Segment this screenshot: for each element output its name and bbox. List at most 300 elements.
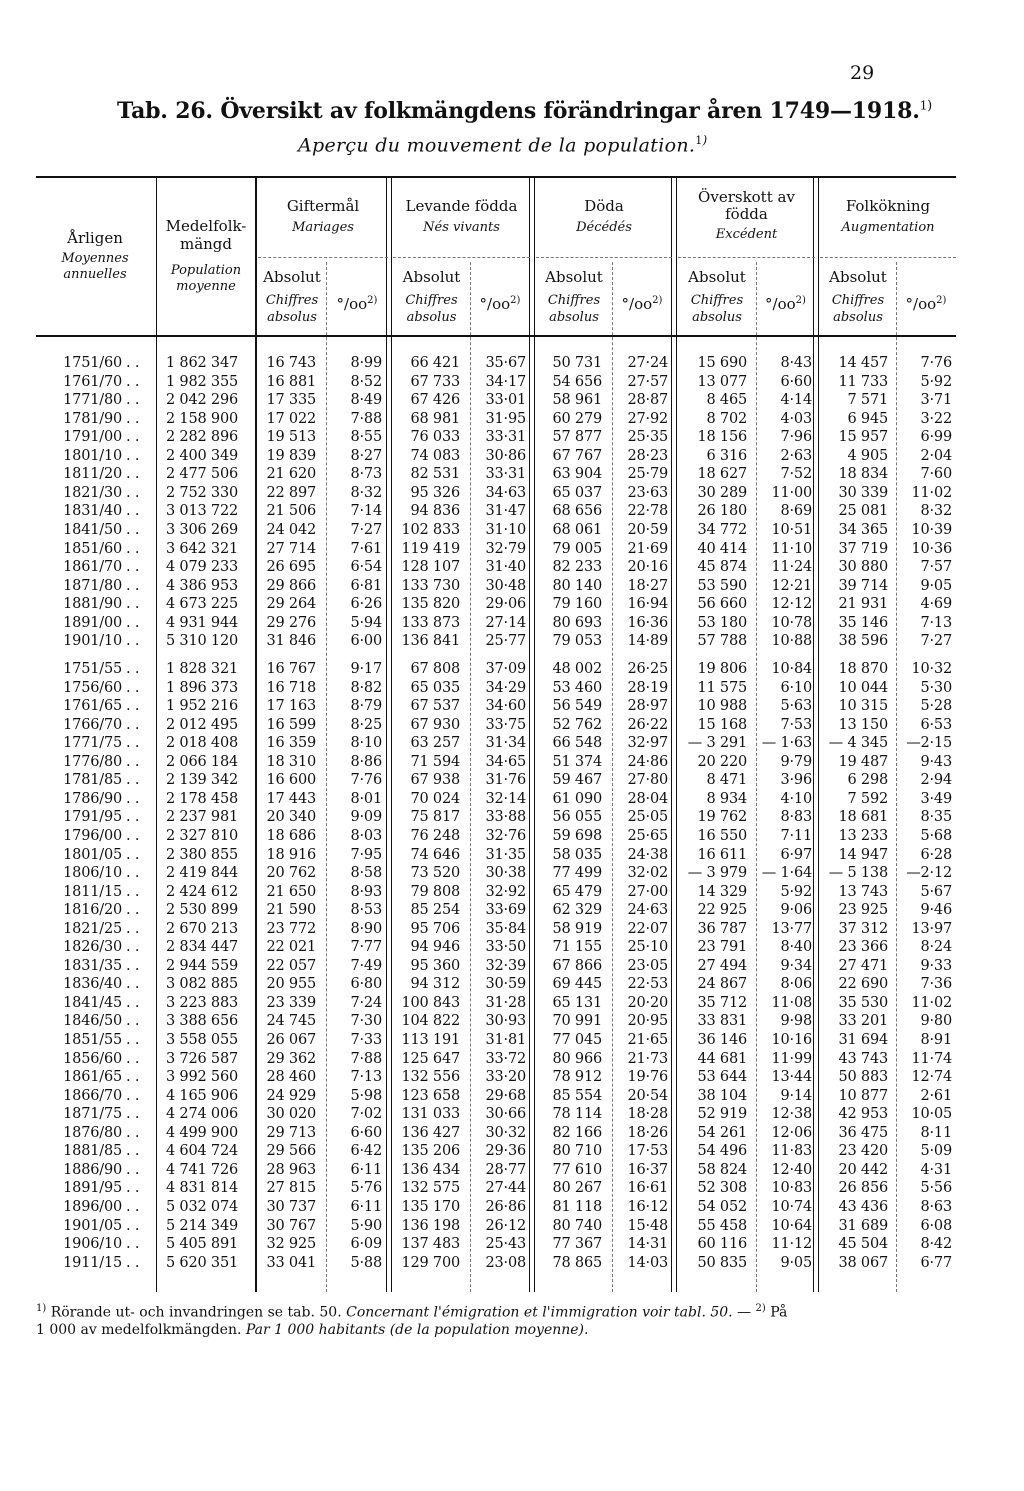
cell-increase-abs: 6 298 [847, 772, 888, 789]
cell-excess-permille: 11·12 [771, 1236, 812, 1253]
cell-excess-permille: 13·77 [771, 920, 812, 937]
cell-births-permille: 34·63 [485, 484, 526, 501]
cell-marriages-abs: 20 340 [266, 809, 316, 826]
group-title-fr: Excédent [715, 227, 778, 242]
cell-marriages-permille: 6·60 [350, 1124, 382, 1141]
cell-births-permille: 31·28 [485, 994, 526, 1011]
cell-marriages-abs: 29 362 [266, 1050, 316, 1067]
cell-marriages-abs: 28 460 [266, 1069, 316, 1086]
cell-period: 1766/70 [63, 716, 122, 733]
cell-excess-permille: 4·03 [780, 410, 812, 427]
cell-excess-abs: 54 261 [697, 1124, 747, 1141]
subheader-absolut: Absolut [263, 268, 321, 286]
footnote-2-sv: 1 000 av medelfolkmängden. [36, 1322, 242, 1338]
cell-marriages-abs: 21 506 [266, 503, 316, 520]
cell-period: 1776/80 [63, 753, 122, 770]
cell-increase-abs: 15 957 [838, 429, 888, 446]
cell-deaths-permille: 18·26 [627, 1124, 668, 1141]
table-row [0, 578, 1024, 595]
table-row [0, 411, 1024, 428]
cell-increase-permille: 6·53 [920, 716, 952, 733]
table-row [0, 698, 1024, 715]
cell-population: 1 862 347 [166, 355, 238, 371]
cell-period: 1801/05 [63, 846, 122, 863]
cell-marriages-permille: 7·14 [350, 503, 382, 520]
cell-excess-permille: 10·88 [771, 633, 812, 650]
cell-marriages-abs: 22 021 [266, 939, 316, 956]
cell-deaths-abs: 70 991 [552, 1013, 602, 1030]
cell-increase-permille: 11·74 [911, 1050, 952, 1067]
subheader-absolut: Absolut [829, 268, 887, 286]
group-header-divider [536, 257, 672, 258]
cell-births-abs: 132 556 [401, 1069, 460, 1086]
cell-increase-abs: 33 201 [838, 1013, 888, 1030]
table-row [0, 1180, 1024, 1197]
cell-births-permille: 29·36 [485, 1143, 526, 1160]
subheader-absolus: absolus [267, 310, 317, 325]
cell-deaths-abs: 56 549 [552, 698, 602, 715]
cell-increase-abs: 14 457 [838, 355, 888, 371]
cell-population: 5 214 349 [166, 1217, 238, 1234]
leader-dots: . . [126, 1106, 140, 1123]
cell-excess-abs: 19 762 [697, 809, 747, 826]
cell-increase-abs: 13 150 [838, 716, 888, 733]
cell-marriages-permille: 7·88 [350, 410, 382, 427]
cell-period: 1896/00 [63, 1198, 122, 1215]
cell-births-abs: 137 483 [401, 1236, 460, 1253]
cell-increase-permille: 10·36 [911, 540, 952, 557]
group-title-fr: Nés vivants [423, 220, 500, 235]
cell-deaths-permille: 25·79 [627, 466, 668, 483]
cell-period: 1891/00 [63, 614, 122, 631]
cell-deaths-permille: 25·65 [627, 827, 668, 844]
cell-marriages-permille: 8·79 [350, 698, 382, 715]
cell-deaths-abs: 85 554 [552, 1087, 602, 1104]
cell-period: 1771/80 [63, 392, 122, 409]
cell-births-permille: 29·68 [485, 1087, 526, 1104]
cell-births-abs: 66 421 [410, 355, 460, 371]
footnote-line-1 [36, 1303, 787, 1321]
subheader-absolut: Absolut [545, 268, 603, 286]
cell-births-abs: 95 326 [410, 484, 460, 501]
cell-marriages-abs: 16 718 [266, 679, 316, 696]
permille-footnote-mark: 2) [795, 295, 806, 306]
cell-excess-permille: 12·21 [771, 577, 812, 594]
cell-deaths-permille: 27·57 [627, 373, 668, 390]
table-row [0, 1032, 1024, 1049]
cell-excess-abs: 33 831 [697, 1013, 747, 1030]
cell-increase-permille: 2·04 [920, 447, 952, 464]
cell-marriages-abs: 18 310 [266, 753, 316, 770]
cell-population: 2 400 349 [166, 447, 238, 464]
cell-births-abs: 123 658 [401, 1087, 460, 1104]
cell-excess-permille: 11·99 [771, 1050, 812, 1067]
cell-births-abs: 68 981 [410, 410, 460, 427]
cell-increase-permille: 9·43 [920, 753, 952, 770]
cell-excess-permille: 5·63 [780, 698, 812, 715]
cell-increase-abs: 6 945 [847, 410, 888, 427]
cell-population: 2 424 612 [166, 883, 238, 900]
permille-footnote-mark: 2) [367, 295, 378, 306]
cell-births-permille: 33·31 [485, 466, 526, 483]
cell-marriages-permille: 7·77 [350, 939, 382, 956]
cell-period: 1751/55 [63, 661, 122, 677]
cell-marriages-permille: 6·81 [350, 577, 382, 594]
cell-births-permille: 25·43 [485, 1236, 526, 1253]
cell-births-permille: 34·17 [485, 373, 526, 390]
table-row [0, 541, 1024, 558]
cell-excess-permille: 12·38 [771, 1106, 812, 1123]
subheader-chiffres: Chiffres [547, 293, 601, 308]
cell-births-abs: 113 191 [401, 1032, 460, 1048]
table-row [0, 958, 1024, 975]
leader-dots: . . [126, 809, 140, 826]
cell-deaths-permille: 25·05 [627, 809, 668, 826]
cell-deaths-abs: 71 155 [552, 939, 602, 956]
cell-increase-permille: 2·61 [920, 1087, 952, 1104]
cell-births-abs: 132 575 [401, 1180, 460, 1197]
cell-births-permille: 31·35 [485, 846, 526, 863]
cell-births-abs: 75 817 [410, 809, 460, 826]
cell-births-abs: 67 938 [410, 772, 460, 789]
cell-marriages-permille: 7·76 [350, 772, 382, 789]
cell-deaths-permille: 14·31 [627, 1236, 668, 1253]
table-row [0, 1088, 1024, 1105]
leader-dots: . . [126, 883, 140, 900]
cell-marriages-abs: 33 041 [266, 1254, 316, 1271]
cell-population: 3 082 885 [166, 976, 238, 993]
cell-births-abs: 74 083 [410, 447, 460, 464]
cell-period: 1816/20 [63, 902, 122, 919]
leader-dots: . . [126, 503, 140, 520]
cell-deaths-abs: 77 610 [552, 1161, 602, 1178]
table-row [0, 615, 1024, 632]
cell-marriages-permille: 8·58 [350, 865, 382, 882]
cell-excess-permille: 8·40 [780, 939, 812, 956]
cell-excess-permille: 11·00 [771, 484, 812, 501]
cell-increase-permille: 8·35 [920, 809, 952, 826]
table-row [0, 921, 1024, 938]
cell-increase-abs: 10 315 [838, 698, 888, 715]
cell-marriages-abs: 27 714 [266, 540, 316, 557]
cell-deaths-abs: 67 767 [552, 447, 602, 464]
cell-marriages-permille: 8·55 [350, 429, 382, 446]
cell-deaths-abs: 61 090 [552, 790, 602, 807]
cell-excess-abs: 18 156 [697, 429, 747, 446]
cell-excess-permille: 6·10 [780, 679, 812, 696]
cell-deaths-permille: 14·89 [627, 633, 668, 650]
group-header-divider [678, 257, 815, 258]
cell-deaths-abs: 69 445 [552, 976, 602, 993]
cell-excess-permille: 4·10 [780, 790, 812, 807]
cell-deaths-abs: 65 037 [552, 484, 602, 501]
cell-marriages-permille: 7·88 [350, 1050, 382, 1067]
cell-excess-abs: 15 690 [697, 355, 747, 371]
cell-population: 2 066 184 [166, 753, 238, 770]
cell-marriages-permille: 8·86 [350, 753, 382, 770]
cell-deaths-abs: 79 160 [552, 596, 602, 613]
leader-dots: . . [126, 596, 140, 613]
cell-marriages-abs: 30 737 [266, 1198, 316, 1215]
cell-period: 1891/95 [63, 1180, 122, 1197]
cell-period: 1846/50 [63, 1013, 122, 1030]
cell-period: 1856/60 [63, 1050, 122, 1067]
cell-marriages-permille: 8·52 [350, 373, 382, 390]
group-title-sv: Levande födda [405, 197, 518, 215]
cell-marriages-permille: 8·73 [350, 466, 382, 483]
cell-births-abs: 63 257 [410, 735, 460, 752]
cell-increase-abs: 30 339 [838, 484, 888, 501]
cell-excess-abs: 38 104 [697, 1087, 747, 1104]
cell-births-permille: 29·06 [485, 596, 526, 613]
cell-population: 4 931 944 [166, 614, 238, 631]
cell-deaths-abs: 65 131 [552, 994, 602, 1011]
cell-increase-abs: 35 146 [838, 614, 888, 631]
cell-marriages-permille: 7·02 [350, 1106, 382, 1123]
cell-excess-abs: 60 116 [697, 1236, 747, 1253]
cell-marriages-abs: 23 339 [266, 994, 316, 1011]
cell-deaths-abs: 80 267 [552, 1180, 602, 1197]
cell-marriages-abs: 26 067 [266, 1032, 316, 1048]
cell-births-abs: 71 594 [410, 753, 460, 770]
cell-deaths-abs: 68 656 [552, 503, 602, 520]
cell-deaths-abs: 82 233 [552, 559, 602, 576]
cell-marriages-abs: 22 057 [266, 957, 316, 974]
cell-marriages-abs: 29 866 [266, 577, 316, 594]
cell-deaths-abs: 66 548 [552, 735, 602, 752]
cell-increase-abs: 11 733 [838, 373, 888, 390]
cell-increase-abs: 30 880 [838, 559, 888, 576]
cell-deaths-abs: 65 479 [552, 883, 602, 900]
cell-excess-permille: 9·34 [780, 957, 812, 974]
cell-increase-abs: 31 689 [838, 1217, 888, 1234]
cell-excess-abs: 40 414 [697, 540, 747, 557]
cell-marriages-permille: 7·30 [350, 1013, 382, 1030]
cell-marriages-permille: 8·90 [350, 920, 382, 937]
subheader-permille: $^\circ/oo^{2)}$ [765, 295, 806, 313]
leader-dots: . . [126, 994, 140, 1011]
cell-excess-permille: 2·63 [780, 447, 812, 464]
cell-excess-permille: — 1·64 [761, 865, 812, 882]
cell-births-permille: 34·29 [485, 679, 526, 696]
cell-births-abs: 94 946 [410, 939, 460, 956]
cell-population: 1 952 216 [166, 698, 238, 715]
cell-births-abs: 82 531 [410, 466, 460, 483]
cell-marriages-permille: 5·90 [350, 1217, 382, 1234]
cell-population: 5 032 074 [166, 1198, 238, 1215]
cell-increase-abs: 10 044 [838, 679, 888, 696]
cell-marriages-permille: 8·27 [350, 447, 382, 464]
cell-deaths-permille: 28·23 [627, 447, 668, 464]
leader-dots: . . [126, 920, 140, 937]
cell-period: 1851/60 [63, 540, 122, 557]
leader-dots: . . [126, 1087, 140, 1104]
cell-deaths-permille: 28·04 [627, 790, 668, 807]
cell-excess-abs: 26 180 [697, 503, 747, 520]
cell-marriages-abs: 29 566 [266, 1143, 316, 1160]
cell-marriages-permille: 7·61 [350, 540, 382, 557]
leader-dots: . . [126, 1180, 140, 1197]
cell-excess-abs: 18 627 [697, 466, 747, 483]
cell-marriages-abs: 17 022 [266, 410, 316, 427]
cell-births-permille: 30·32 [485, 1124, 526, 1141]
cell-marriages-permille: 8·99 [350, 355, 382, 371]
cell-increase-abs: 23 366 [838, 939, 888, 956]
cell-births-abs: 135 206 [401, 1143, 460, 1160]
leader-dots: . . [126, 392, 140, 409]
subheader-absolut: Absolut [402, 268, 461, 286]
cell-deaths-permille: 24·38 [627, 846, 668, 863]
cell-births-permille: 32·79 [485, 540, 526, 557]
cell-increase-permille: 5·92 [920, 373, 952, 390]
cell-period: 1866/70 [63, 1087, 122, 1104]
cell-increase-permille: 7·36 [920, 976, 952, 993]
cell-births-permille: 32·39 [485, 957, 526, 974]
cell-marriages-abs: 18 686 [266, 827, 316, 844]
cell-deaths-permille: 20·20 [627, 994, 668, 1011]
cell-births-permille: 32·92 [485, 883, 526, 900]
subheader-chiffres: Chiffres [831, 293, 885, 308]
cell-period: 1851/55 [63, 1032, 122, 1048]
cell-excess-permille: 8·69 [780, 503, 812, 520]
table-row [0, 772, 1024, 789]
cell-excess-permille: 4·14 [780, 392, 812, 409]
cell-excess-abs: 30 289 [697, 484, 747, 501]
leader-dots: . . [126, 577, 140, 594]
cell-period: 1831/40 [63, 503, 122, 520]
cell-marriages-permille: 6·80 [350, 976, 382, 993]
leader-dots: . . [126, 865, 140, 882]
cell-births-abs: 102 833 [401, 521, 460, 538]
cell-marriages-abs: 27 815 [266, 1180, 316, 1197]
cell-deaths-permille: 15·48 [627, 1217, 668, 1234]
cell-excess-abs: 58 824 [697, 1161, 747, 1178]
cell-marriages-permille: 7·13 [350, 1069, 382, 1086]
cell-excess-abs: 52 919 [697, 1106, 747, 1123]
table-row [0, 717, 1024, 734]
cell-population: 2 237 981 [166, 809, 238, 826]
cell-deaths-permille: 22·78 [627, 503, 668, 520]
cell-population: 3 306 269 [166, 521, 238, 538]
cell-increase-abs: 37 719 [838, 540, 888, 557]
cell-births-abs: 65 035 [410, 679, 460, 696]
cell-increase-permille: 7·13 [920, 614, 952, 631]
cell-excess-abs: 57 788 [697, 633, 747, 650]
cell-excess-abs: 6 316 [706, 447, 747, 464]
table-row [0, 1236, 1024, 1253]
cell-marriages-abs: 19 839 [266, 447, 316, 464]
group-title-sv: Giftermål [286, 197, 360, 215]
leader-dots: . . [126, 1013, 140, 1030]
cell-period: 1881/85 [63, 1143, 122, 1160]
cell-marriages-permille: 7·95 [350, 846, 382, 863]
cell-marriages-abs: 24 042 [266, 521, 316, 538]
cell-excess-abs: 22 925 [697, 902, 747, 919]
header-pop-fr1: Population [170, 263, 242, 278]
cell-excess-permille: 7·52 [780, 466, 812, 483]
cell-period: 1781/90 [63, 410, 122, 427]
cell-marriages-abs: 29 713 [266, 1124, 316, 1141]
cell-births-abs: 135 170 [401, 1198, 460, 1215]
cell-increase-abs: 18 834 [838, 466, 888, 483]
leader-dots: . . [126, 1050, 140, 1067]
cell-deaths-permille: 27·92 [627, 410, 668, 427]
cell-births-permille: 32·14 [485, 790, 526, 807]
cell-deaths-permille: 18·27 [627, 577, 668, 594]
cell-excess-permille: 11·08 [771, 994, 812, 1011]
cell-increase-abs: 18 870 [838, 661, 888, 677]
cell-births-abs: 135 820 [401, 596, 460, 613]
cell-increase-permille: 9·05 [920, 577, 952, 594]
cell-marriages-permille: 5·76 [350, 1180, 382, 1197]
cell-increase-permille: 3·71 [920, 392, 952, 409]
group-title-sv: Döda [584, 197, 624, 215]
cell-births-abs: 67 426 [410, 392, 460, 409]
cell-marriages-abs: 16 600 [266, 772, 316, 789]
cell-increase-permille: —2·15 [906, 735, 952, 752]
cell-population: 5 405 891 [166, 1236, 238, 1253]
cell-increase-permille: 10·39 [911, 521, 952, 538]
subheader-chiffres: Chiffres [690, 293, 744, 308]
cell-period: 1861/65 [63, 1069, 122, 1086]
cell-excess-abs: 54 496 [697, 1143, 747, 1160]
cell-population: 5 620 351 [166, 1254, 238, 1271]
cell-excess-abs: 16 611 [697, 846, 747, 863]
cell-excess-permille: 8·83 [780, 809, 812, 826]
cell-increase-abs: 13 743 [838, 883, 888, 900]
cell-increase-permille: 10·05 [911, 1106, 952, 1123]
group-header-divider [258, 257, 388, 258]
cell-births-permille: 35·84 [485, 920, 526, 937]
cell-births-permille: 33·69 [485, 902, 526, 919]
cell-increase-abs: 38 067 [838, 1254, 888, 1271]
cell-increase-permille: 8·11 [920, 1124, 952, 1141]
cell-increase-abs: 10 877 [838, 1087, 888, 1104]
cell-increase-permille: 3·22 [920, 410, 952, 427]
cell-deaths-abs: 77 045 [552, 1032, 602, 1048]
cell-period: 1756/60 [63, 679, 122, 696]
cell-population: 2 477 506 [166, 466, 238, 483]
cell-deaths-permille: 20·54 [627, 1087, 668, 1104]
cell-excess-abs: 44 681 [697, 1050, 747, 1067]
leader-dots: . . [126, 1236, 140, 1253]
title-footnote-close: ) [927, 98, 932, 114]
table-row [0, 1106, 1024, 1123]
cell-births-permille: 31·10 [485, 521, 526, 538]
cell-population: 4 673 225 [166, 596, 238, 613]
cell-increase-abs: 7 571 [847, 392, 888, 409]
cell-increase-permille: 13·97 [911, 920, 952, 937]
cell-population: 4 165 906 [166, 1087, 238, 1104]
table-row [0, 680, 1024, 697]
cell-increase-permille: 5·30 [920, 679, 952, 696]
cell-marriages-abs: 20 955 [266, 976, 316, 993]
cell-period: 1836/40 [63, 976, 122, 993]
leader-dots: . . [126, 559, 140, 576]
cell-births-abs: 67 733 [410, 373, 460, 390]
cell-excess-permille: 6·60 [780, 373, 812, 390]
table-row [0, 995, 1024, 1012]
cell-increase-abs: 38 596 [838, 633, 888, 650]
table-row [0, 374, 1024, 391]
cell-deaths-permille: 20·16 [627, 559, 668, 576]
cell-births-abs: 67 808 [410, 661, 460, 677]
cell-marriages-abs: 16 599 [266, 716, 316, 733]
cell-deaths-abs: 80 740 [552, 1217, 602, 1234]
leader-dots: . . [126, 902, 140, 919]
cell-marriages-permille: 6·54 [350, 559, 382, 576]
cell-excess-abs: 16 550 [697, 827, 747, 844]
